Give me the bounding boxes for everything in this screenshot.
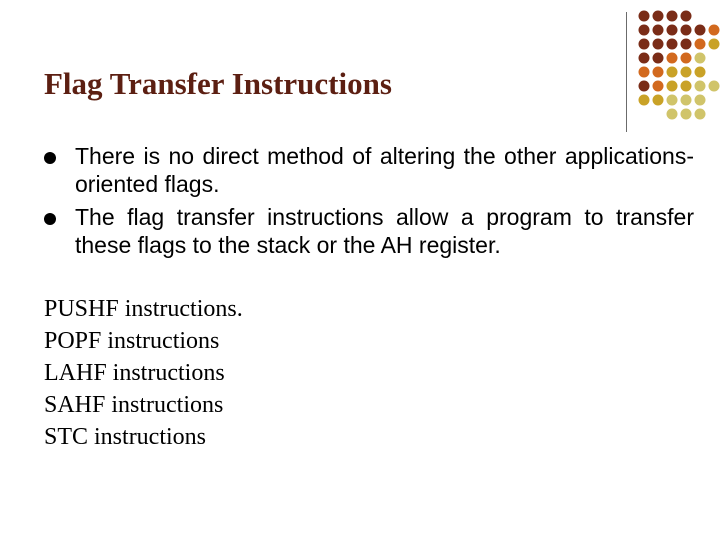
instruction-line: LAHF instructions [44,360,225,386]
decorative-divider-line [626,12,627,132]
decorative-dot [653,11,664,22]
bullet-text: The flag transfer instructions allow a program to transfer these flags to the stack or the AH register. [75,204,694,258]
decorative-dot [681,11,692,22]
decorative-dot [681,39,692,50]
decorative-dot [681,25,692,36]
instruction-line: STC instructions [44,424,207,450]
decorative-dot [681,95,692,106]
decorative-dot [653,81,664,92]
decorative-dot [709,25,720,36]
slide-title: Flag Transfer Instructions [44,66,392,101]
decorative-dot [667,95,678,106]
decorative-dot [695,67,706,78]
decorative-dot [681,67,692,78]
decorative-dot [667,53,678,64]
bullet-icon [44,152,56,164]
decorative-dot [639,39,650,50]
bullet-item [44,203,694,259]
decorative-dot [653,95,664,106]
decorative-dot [667,39,678,50]
bullet-text: There is no direct method of altering the other applications-oriented flags. [75,143,694,197]
decorative-dot [695,81,706,92]
instruction-line: SAHF instructions [44,392,224,418]
decorative-dot [667,109,678,120]
decorative-dot [681,53,692,64]
decorative-dot [695,39,706,50]
decorative-dot [695,25,706,36]
decorative-dot [709,81,720,92]
decorative-dot [667,25,678,36]
decorative-dot [639,25,650,36]
decorative-dot [667,81,678,92]
instruction-line: POPF instructions [44,328,220,354]
decorative-dot [653,53,664,64]
bullet-list [44,142,694,264]
decorative-dot [695,53,706,64]
decorative-dot [639,95,650,106]
decorative-dot [639,81,650,92]
decorative-dot [681,109,692,120]
decorative-dot [653,39,664,50]
decorative-dot [709,39,720,50]
instruction-line: PUSHF instructions. [44,296,243,322]
instruction-list [44,293,243,453]
decorative-dot [639,53,650,64]
decorative-dot [695,109,706,120]
decorative-dot [667,11,678,22]
decorative-dot [639,67,650,78]
decorative-dot [695,95,706,106]
decorative-dot [653,25,664,36]
bullet-item [44,142,694,198]
decorative-dot [639,11,650,22]
decorative-dot [681,81,692,92]
decorative-dot [653,67,664,78]
decorative-dot [667,67,678,78]
bullet-icon [44,213,56,225]
